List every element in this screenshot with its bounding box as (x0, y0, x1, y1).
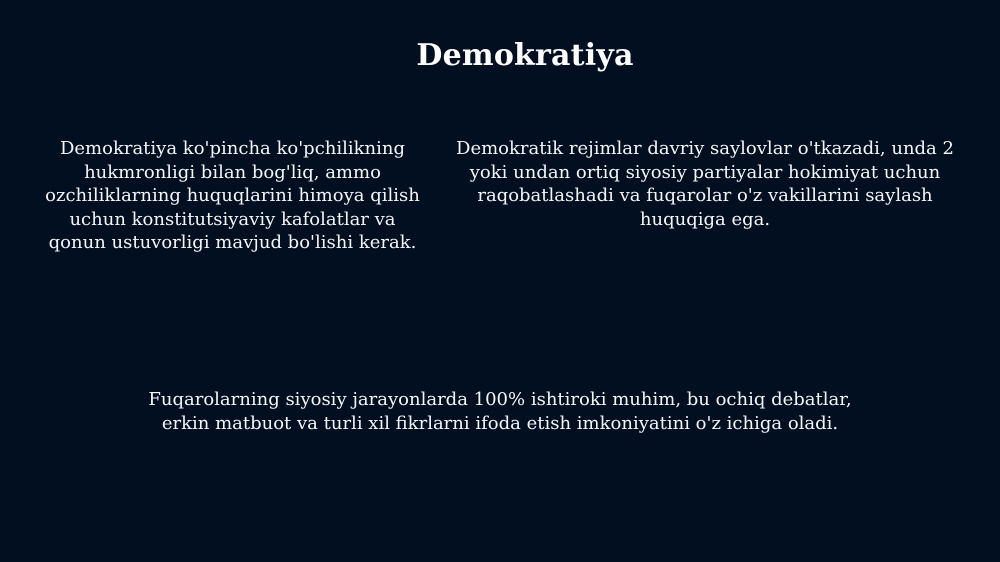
paragraph-left: Demokratiya ko'pincha ko'pchilikning hukmronligi bilan bog'liq, ammo ozchiliklarning huquqlarini himoya qilish uchun konstitutsiyaviy kafolatlar va qonun ustuvorligi mavjud bo'lishi kerak. (45, 138, 420, 253)
paragraph-bottom: Fuqarolarning siyosiy jarayonlarda 100% ishtiroki muhim, bu ochiq debatlar, erkin matbuot va turli xil fikrlarni ifoda etish imkoniyatini o'z ichiga oladi. (148, 389, 852, 434)
paragraph-right: Demokratik rejimlar davriy saylovlar o'tkazadi, unda 2 yoki undan ortiq siyosiy partiyalar hokimiyat uchun raqobatlashadi va fuqarolar o'z vakillarini saylash huquqiga ega. (456, 138, 954, 230)
slide-title: Demokratiya (416, 38, 634, 73)
